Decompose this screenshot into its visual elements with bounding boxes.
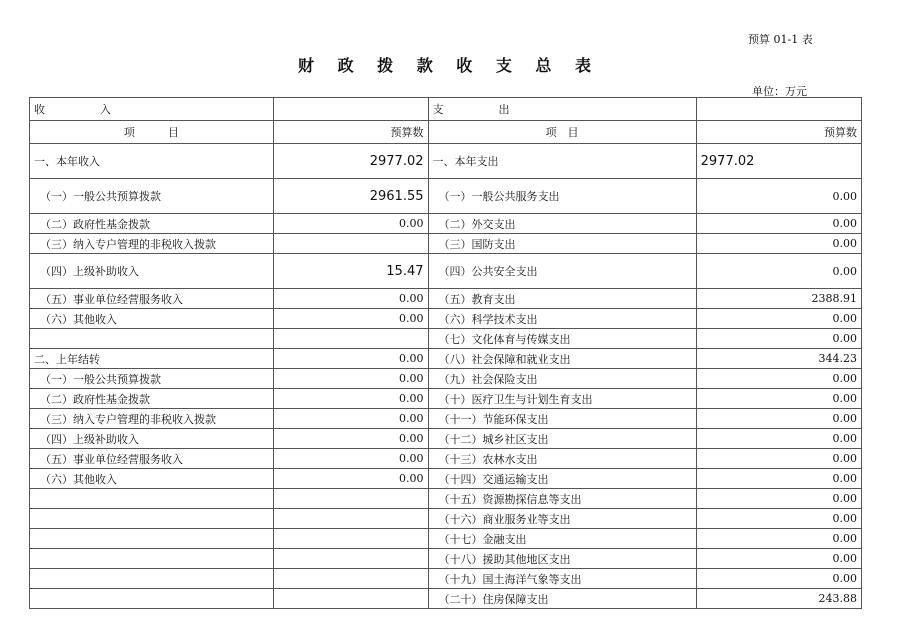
income-value: 15.47	[273, 254, 428, 289]
table-row	[30, 569, 862, 589]
expense-value: 0.00	[696, 509, 861, 529]
expense-value: 0.00	[696, 529, 861, 549]
table-row	[30, 389, 862, 409]
income-item: （六）其他收入	[30, 469, 274, 489]
income-value: 0.00	[273, 409, 428, 429]
expense-value: 0.00	[696, 369, 861, 389]
expense-item: （二十）住房保障支出	[428, 589, 696, 609]
table-row	[30, 449, 862, 469]
income-item: 二、上年结转	[30, 349, 274, 369]
income-item: （三）纳入专户管理的非税收入拨款	[30, 409, 274, 429]
expense-header: 支 出	[428, 98, 696, 121]
income-item: 一、本年收入	[30, 144, 274, 179]
income-value	[273, 549, 428, 569]
income-item: （一）一般公共预算拨款	[30, 179, 274, 214]
expense-item: （十七）金融支出	[428, 529, 696, 549]
income-item	[30, 509, 274, 529]
income-value	[273, 569, 428, 589]
expense-item: （三）国防支出	[428, 234, 696, 254]
expense-item: （八）社会保障和就业支出	[428, 349, 696, 369]
expense-item: （十五）资源勘探信息等支出	[428, 489, 696, 509]
expense-item: （十六）商业服务业等支出	[428, 509, 696, 529]
income-value: 2977.02	[273, 144, 428, 179]
income-value: 0.00	[273, 214, 428, 234]
income-item: （一）一般公共预算拨款	[30, 369, 274, 389]
income-item	[30, 529, 274, 549]
budget-table	[29, 97, 862, 609]
expense-value: 243.88	[696, 589, 861, 609]
table-row	[30, 329, 862, 349]
income-value: 2961.55	[273, 179, 428, 214]
table-row	[30, 179, 862, 214]
expense-value: 0.00	[696, 469, 861, 489]
expense-value: 0.00	[696, 549, 861, 569]
table-row	[30, 529, 862, 549]
page-title: 财 政 拨 款 收 支 总 表	[298, 56, 600, 75]
expense-value: 0.00	[696, 409, 861, 429]
expense-item: （十四）交通运输支出	[428, 469, 696, 489]
income-item: （二）政府性基金拨款	[30, 389, 274, 409]
income-item	[30, 549, 274, 569]
income-item: （五）事业单位经营服务收入	[30, 289, 274, 309]
income-value	[273, 234, 428, 254]
expense-item: （九）社会保险支出	[428, 369, 696, 389]
income-value	[273, 329, 428, 349]
form-number: 预算 01-1 表	[748, 33, 813, 46]
income-item	[30, 489, 274, 509]
header-row-columns	[30, 121, 862, 144]
expense-value: 0.00	[696, 254, 861, 289]
table-row	[30, 429, 862, 449]
income-value: 0.00	[273, 369, 428, 389]
expense-value: 0.00	[696, 569, 861, 589]
table-row	[30, 309, 862, 329]
income-value	[273, 589, 428, 609]
expense-value: 0.00	[696, 214, 861, 234]
table-row	[30, 509, 862, 529]
table-row	[30, 489, 862, 509]
expense-value: 0.00	[696, 489, 861, 509]
expense-value: 0.00	[696, 389, 861, 409]
expense-value: 344.23	[696, 349, 861, 369]
expense-item: （十三）农林水支出	[428, 449, 696, 469]
income-value: 0.00	[273, 429, 428, 449]
expense-item: （二）外交支出	[428, 214, 696, 234]
header-row-section	[30, 98, 862, 121]
unit-label: 单位：万元	[752, 85, 807, 98]
income-value: 0.00	[273, 289, 428, 309]
expense-item: （十九）国土海洋气象等支出	[428, 569, 696, 589]
income-item: （二）政府性基金拨款	[30, 214, 274, 234]
income-value: 0.00	[273, 469, 428, 489]
expense-value: 2388.91	[696, 289, 861, 309]
income-header: 收 入	[30, 98, 274, 121]
table-row	[30, 469, 862, 489]
income-value: 0.00	[273, 349, 428, 369]
income-item	[30, 329, 274, 349]
income-item: （四）上级补助收入	[30, 254, 274, 289]
table-row	[30, 549, 862, 569]
expense-value: 0.00	[696, 234, 861, 254]
expense-value: 0.00	[696, 449, 861, 469]
expense-item: （十八）援助其他地区支出	[428, 549, 696, 569]
expense-value: 0.00	[696, 179, 861, 214]
expense-item: （五）教育支出	[428, 289, 696, 309]
expense-item-header: 项 目	[428, 121, 696, 144]
expense-item: （一）一般公共服务支出	[428, 179, 696, 214]
income-value: 0.00	[273, 389, 428, 409]
table-row	[30, 254, 862, 289]
income-item	[30, 569, 274, 589]
income-item: （六）其他收入	[30, 309, 274, 329]
income-item: （四）上级补助收入	[30, 429, 274, 449]
expense-value: 2977.02	[696, 144, 861, 179]
expense-item: （十）医疗卫生与计划生育支出	[428, 389, 696, 409]
expense-item: （十一）节能环保支出	[428, 409, 696, 429]
income-item: （五）事业单位经营服务收入	[30, 449, 274, 469]
expense-item: 一、本年支出	[428, 144, 696, 179]
table-row	[30, 409, 862, 429]
table-row	[30, 234, 862, 254]
table-row	[30, 144, 862, 179]
expense-budget-header: 预算数	[696, 121, 861, 144]
table-row	[30, 369, 862, 389]
income-budget-header: 预算数	[273, 121, 428, 144]
table-row	[30, 589, 862, 609]
expense-item: （十二）城乡社区支出	[428, 429, 696, 449]
table-row	[30, 214, 862, 234]
income-value	[273, 529, 428, 549]
income-item	[30, 589, 274, 609]
income-item-header: 项 目	[30, 121, 274, 144]
expense-value: 0.00	[696, 429, 861, 449]
expense-item: （四）公共安全支出	[428, 254, 696, 289]
income-value: 0.00	[273, 309, 428, 329]
expense-value: 0.00	[696, 329, 861, 349]
table-row	[30, 289, 862, 309]
expense-item: （六）科学技术支出	[428, 309, 696, 329]
income-value	[273, 489, 428, 509]
expense-value: 0.00	[696, 309, 861, 329]
income-item: （三）纳入专户管理的非税收入拨款	[30, 234, 274, 254]
income-value	[273, 509, 428, 529]
table-row	[30, 349, 862, 369]
income-value: 0.00	[273, 449, 428, 469]
expense-item: （七）文化体育与传媒支出	[428, 329, 696, 349]
